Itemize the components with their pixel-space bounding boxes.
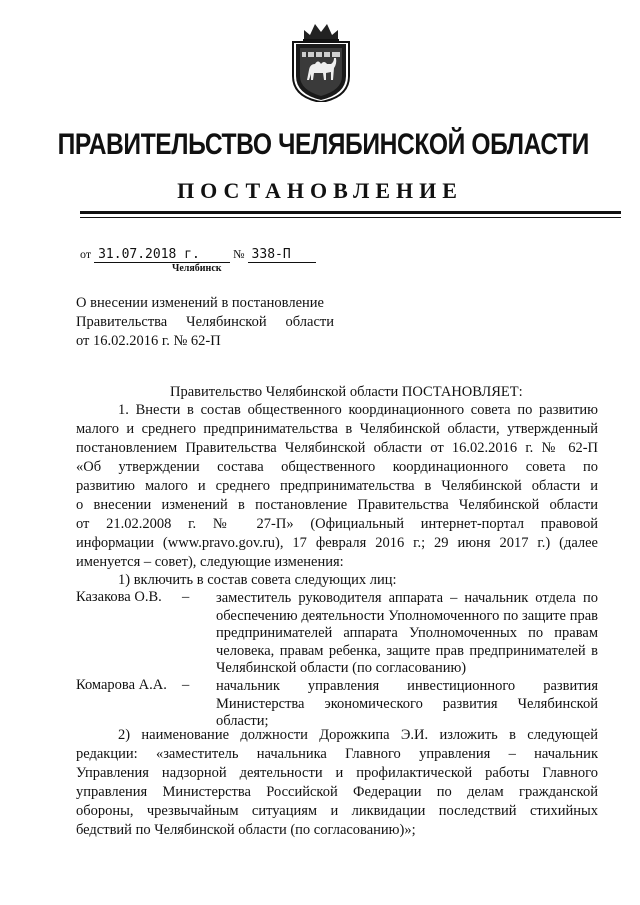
paragraph-line: обороны, чрезвычайным ситуациям и ликвидации последствий стихийных [76, 803, 598, 819]
paragraph-line: именуется – совет), следующие изменения: [76, 554, 344, 570]
paragraph-line: о внесении изменений в постановление Правительства Челябинской области [76, 497, 598, 513]
person-position: начальник управления инвестиционного развития Министерства экономического развития Челябинской области; [216, 678, 598, 729]
paragraph-line: малого и среднего предпринимательства в Челябинской области, утвержденный [76, 421, 598, 437]
paragraph-line: информации (www.pravo.gov.ru), 17 февраля 2016 г.; 29 июня 2017 г.) (далее [76, 535, 598, 551]
paragraph-line: 2) наименование должности Дорожкипа Э.И. изложить в следующей [118, 727, 598, 743]
document-subject [76, 294, 334, 351]
city-name: Челябинск [172, 263, 222, 274]
paragraph-line: 1. Внести в состав общественного координационного совета по развитию [118, 402, 598, 418]
paragraph-line: управления Министерства Российской Федерации по делам гражданской [76, 784, 598, 800]
header-rule-thick [80, 211, 621, 214]
paragraph-line: постановлением Правительства Челябинской области от 16.02.2016 г. № 62-П [76, 440, 598, 456]
person-position: заместитель руководителя аппарата – начальник отдела по обеспечению деятельности Уполномоченного по защите прав предпринимателей аппарата Уполномоченных по правам человека, правам ребенка, защите прав предпринимателей в Челябинской области (по согласованию) [216, 590, 598, 676]
document-meta [80, 247, 316, 263]
number-label: № [233, 247, 245, 261]
government-title: ПРАВИТЕЛЬСТВО ЧЕЛЯБИНСКОЙ ОБЛАСТИ [57, 128, 589, 161]
person-dash: – [182, 589, 190, 605]
paragraph-line: Управления надзорной деятельности и профилактической работы Главного [76, 765, 598, 781]
paragraph-line: развитию малого и среднего предпринимательства в Челябинской области и [76, 478, 598, 494]
person-name: Комарова А.А. [76, 677, 167, 693]
from-label: от [80, 247, 92, 261]
resolution-intro: Правительство Челябинской области ПОСТАНОВЛЯЕТ: [170, 384, 523, 400]
document-date: 31.07.2018 г. [94, 247, 230, 263]
paragraph-line: редакции: «заместитель начальника Главного управления – начальник [76, 746, 598, 762]
person-name: Казакова О.В. [76, 589, 162, 605]
document-type: ПОСТАНОВЛЕНИЕ [177, 178, 463, 203]
subject-line: Правительства Челябинской области [76, 314, 334, 330]
subject-line: О внесении изменений в постановление [76, 295, 324, 311]
paragraph-line: бедствий по Челябинской области (по согласованию)»; [76, 822, 416, 838]
paragraph-line: «Об утверждении состава общественного координационного совета по [76, 459, 598, 475]
person-dash: – [182, 677, 190, 693]
header-rule-thin [80, 217, 621, 218]
coat-of-arms-emblem [290, 18, 352, 102]
item-1-heading: 1) включить в состав совета следующих лиц: [118, 572, 397, 588]
paragraph-line: от 21.02.2008 г. № 27-П» (Официальный интернет-портал правовой [76, 516, 598, 532]
subject-line: от 16.02.2016 г. № 62-П [76, 333, 221, 349]
document-number: 338-П [248, 247, 316, 263]
